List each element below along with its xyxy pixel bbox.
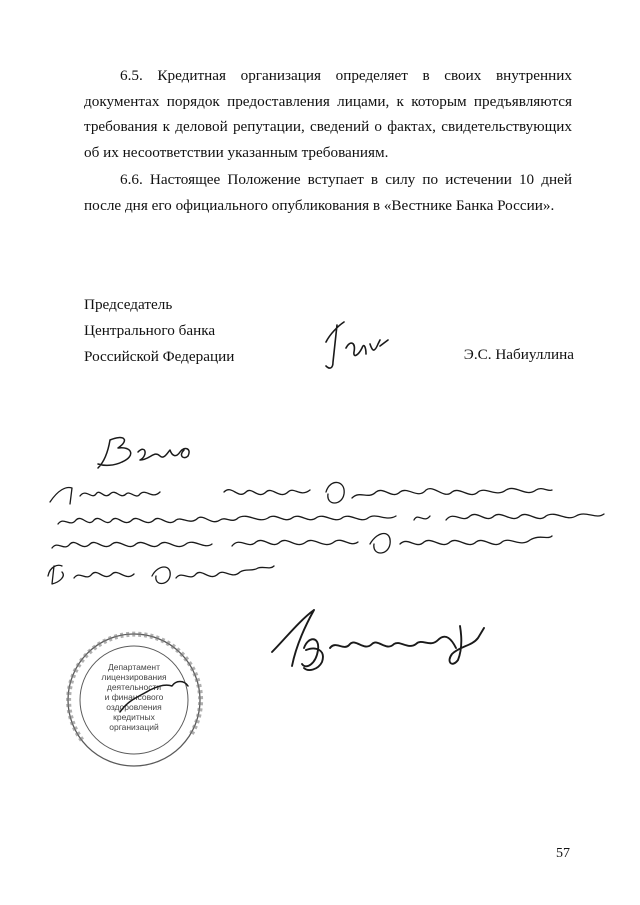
signatory-name: Э.С. Набиуллина: [463, 346, 574, 363]
svg-text:организаций: организаций: [109, 722, 159, 732]
signatory-title-line: Центрального банка: [84, 322, 216, 339]
svg-text:оздоровления: оздоровления: [106, 702, 162, 712]
svg-text:лицензирования: лицензирования: [101, 672, 167, 682]
signatory-title-line: Председатель: [84, 296, 173, 313]
svg-text:Департамент: Департамент: [107, 662, 161, 672]
svg-text:и финансового: и финансового: [104, 692, 164, 702]
signatory-title-line: Российской Федерации: [84, 348, 235, 365]
svg-text:кредитных: кредитных: [113, 712, 155, 722]
paragraph-6-6: 6.6. Настоящее Положение вступает в силу по истечении 10 дней после дня его официального опубликования в «Вестнике Банка России».: [84, 171, 572, 214]
paragraph-6-5: 6.5. Кредитная организация определяет в своих внутренних документах порядок предоставления лицами, к которым предъявляются требования к деловой репутации, сведений о фактах, свидетельствующих об их несоответствии указанным требованиям.: [84, 67, 572, 161]
certification-handwriting: [48, 438, 604, 670]
governor-signature: [326, 322, 388, 368]
official-stamp-seal: [68, 634, 201, 766]
svg-text:деятельности: деятельности: [106, 682, 162, 692]
page-number: 57: [556, 846, 570, 861]
